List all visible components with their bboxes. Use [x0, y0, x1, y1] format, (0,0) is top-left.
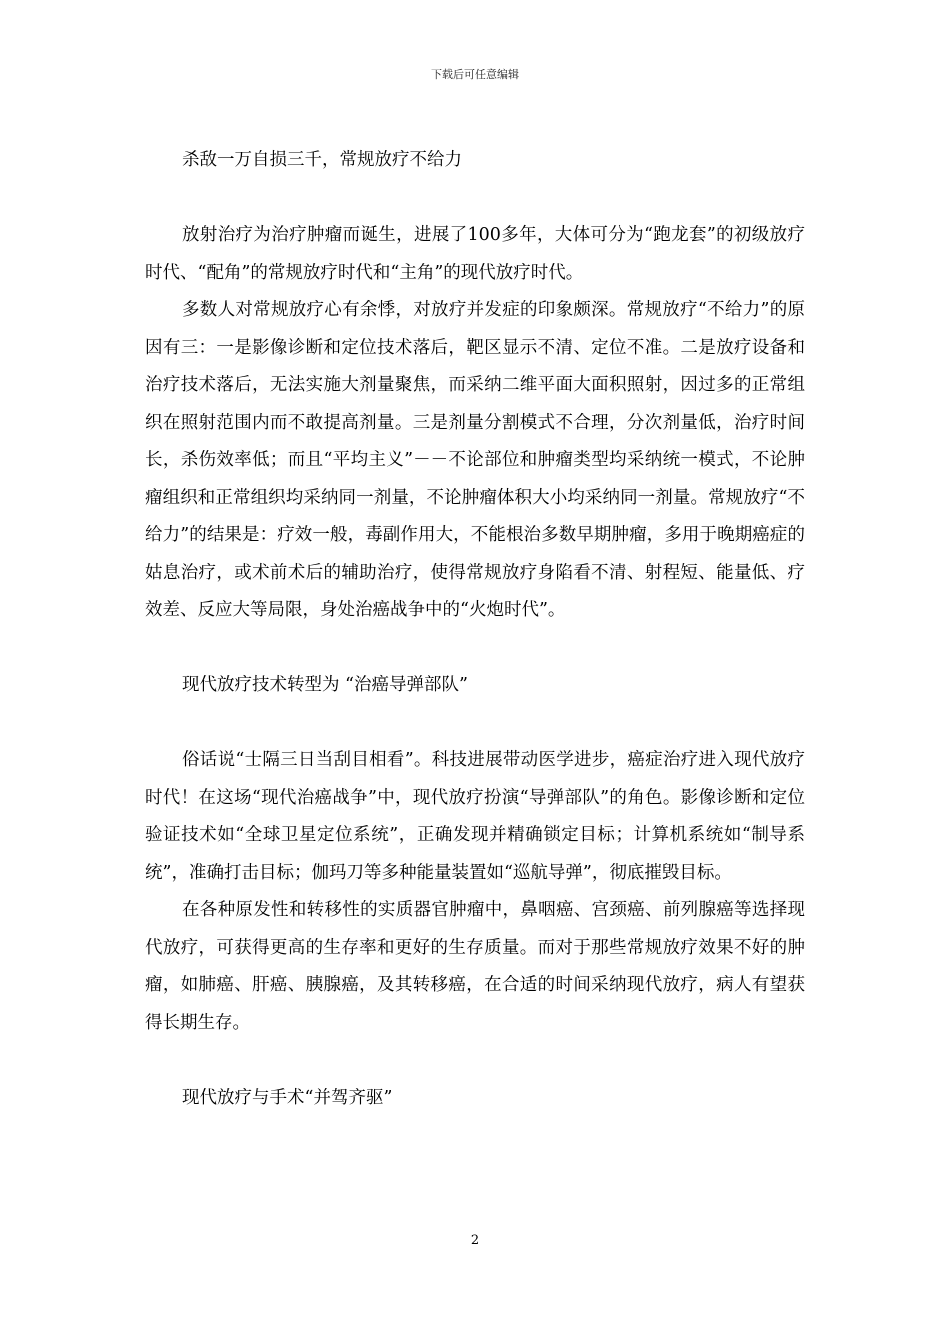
- document-body: [145, 142, 805, 1117]
- paragraph: 放射治疗为治疗肿瘤而诞生，进展了100多年，大体可分为“跑龙套”的初级放疗时代、“配角”的常规放疗时代和“主角”的现代放疗时代。: [145, 225, 805, 283]
- spacer: [145, 705, 805, 743]
- section-heading: 现代放疗与手术“并驾齐驱”: [182, 1087, 393, 1108]
- section-heading: 杀敌一万自损三千，常规放疗不给力: [182, 150, 462, 170]
- spacer: [145, 180, 805, 218]
- paragraph: 俗话说“士隔三日当刮目相看”。科技进展带动医学进步，癌症治疗进入现代放疗时代！在这场“现代治癌战争”中，现代放疗扮演“导弹部队”的角色。影像诊断和定位验证技术如“全球卫星定位系统”，正确发现并精确锁定目标；计算机系统如“制导系统”，准确打击目标；伽玛刀等多种能量装置如“巡航导弹”，彻底摧毁目标。: [145, 750, 805, 883]
- section-heading: 现代放疗技术转型为 “治癌导弹部队”: [182, 675, 468, 695]
- paragraph: 在各种原发性和转移性的实质器官肿瘤中，鼻咽癌、宫颈癌、前列腺癌等选择现代放疗，可获得更高的生存率和更好的生存质量。而对于那些常规放疗效果不好的肿瘤，如肺癌、肝癌、胰腺癌，及其转移癌，在合适的时间采纳现代放疗，病人有望获得长期生存。: [145, 900, 805, 1033]
- paragraph: 多数人对常规放疗心有余悸，对放疗并发症的印象颇深。常规放疗“不给力”的原因有三：一是影像诊断和定位技术落后，靶区显示不清、定位不准。二是放疗设备和治疗技术落后，无法实施大剂量聚焦，而采纳二维平面大面积照射，因过多的正常组织在照射范围内而不敢提高剂量。三是剂量分割模式不合理，分次剂量低，治疗时间长，杀伤效率低；而且“平均主义”－－不论部位和肿瘤类型均采纳统一模式，不论肿瘤组织和正常组织均采纳同一剂量，不论肿瘤体积大小均采纳同一剂量。常规放疗“不给力”的结果是：疗效一般，毒副作用大，不能根治多数早期肿瘤，多用于晚期癌症的姑息治疗，或术前术后的辅助治疗，使得常规放疗身陷看不清、射程短、能量低、疗效差、反应大等局限，身处治癌战争中的“火炮时代”。: [145, 300, 805, 620]
- spacer: [145, 1042, 805, 1080]
- page-number: 2: [470, 1233, 480, 1248]
- header-note: 下载后可任意编辑: [431, 68, 519, 81]
- spacer: [145, 630, 805, 668]
